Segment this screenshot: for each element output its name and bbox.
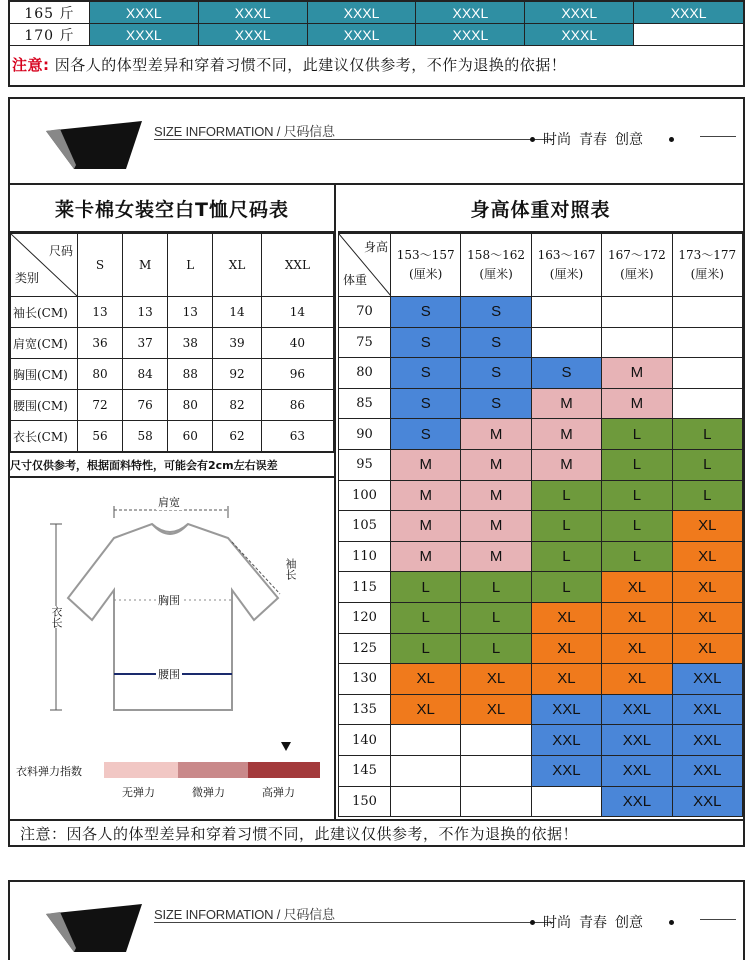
recommended-size-cell: M (602, 388, 672, 419)
height-unit: (厘米) (409, 267, 443, 281)
top-disclaimer-prefix: 注意: (12, 56, 50, 74)
table-row (339, 327, 743, 358)
recommended-size-cell: XL (461, 664, 531, 695)
garment-size-corner (11, 234, 78, 297)
recommended-size-cell: XL (531, 633, 601, 664)
height-weight-table (338, 233, 743, 817)
recommended-size-cell: S (461, 297, 531, 328)
height-range-header (391, 234, 461, 297)
recommended-size-cell: S (391, 419, 461, 450)
tag-youth: 青春 (579, 132, 607, 148)
weight-label: 105 (339, 511, 391, 542)
size-header-m: M (123, 234, 168, 297)
size-cell: XXXL (90, 24, 199, 45)
table-row (11, 421, 334, 452)
top-disclaimer-text: 因各人的体型差异和穿着习惯不同，此建议仅供参考，不作为退换的依据！ (54, 56, 567, 74)
table-row (339, 511, 743, 542)
size-cell: XXXL (525, 2, 634, 23)
recommended-size-cell: M (461, 449, 531, 480)
recommended-size-cell (461, 725, 531, 756)
recommended-size-cell: XXL (602, 755, 672, 786)
size-cell: XXXL (90, 2, 199, 23)
tag-creative: 创意 (615, 915, 643, 931)
recommended-size-cell: S (461, 327, 531, 358)
height-unit: (厘米) (549, 267, 584, 281)
size-cell: XXXL (634, 2, 743, 23)
measurement-value: 76 (123, 390, 168, 421)
bullet-icon (669, 920, 674, 925)
bullet-icon (530, 137, 535, 142)
recommended-size-cell: XL (672, 602, 742, 633)
recommended-size-cell: XXL (602, 694, 672, 725)
table-row (339, 755, 743, 786)
recommended-size-cell: L (461, 633, 531, 664)
weight-label: 145 (339, 755, 391, 786)
table-row (11, 328, 334, 359)
recommended-size-cell: XL (672, 572, 742, 603)
height-range: 163～167 (537, 248, 596, 262)
measurement-value: 82 (213, 390, 262, 421)
measurement-value: 13 (168, 297, 213, 328)
recommended-size-cell: L (531, 511, 601, 542)
recommended-size-cell: M (391, 480, 461, 511)
recommended-size-cell: S (461, 388, 531, 419)
recommended-size-cell: M (391, 541, 461, 572)
table-row (339, 664, 743, 695)
measurement-value: 86 (261, 390, 333, 421)
size-cell: XXXL (416, 2, 525, 23)
recommended-size-cell: M (602, 358, 672, 389)
recommended-size-cell (461, 786, 531, 817)
shoulder-label: 肩宽 (158, 496, 180, 509)
recommended-size-cell (531, 786, 601, 817)
recommended-size-cell: XXL (602, 725, 672, 756)
weight-label: 90 (339, 419, 391, 450)
garment-size-table (10, 233, 334, 452)
measurement-value: 58 (123, 421, 168, 452)
elasticity-slight: 微弹力 (192, 786, 225, 799)
tag-youth: 青春 (579, 915, 607, 931)
table-row (339, 449, 743, 480)
table-row (339, 541, 743, 572)
size-info-header (8, 97, 745, 183)
tag-fashion: 时尚 (543, 915, 571, 931)
bullet-icon (669, 137, 674, 142)
measurement-value: 36 (78, 328, 123, 359)
height-weight-title: 身高体重对照表 (338, 185, 743, 233)
recommended-size-cell: L (602, 419, 672, 450)
table-row (339, 358, 743, 389)
recommended-size-cell: S (531, 358, 601, 389)
header-divider-right (700, 919, 736, 920)
size-info-header-2 (8, 880, 745, 960)
recommended-size-cell: L (672, 419, 742, 450)
weight-label: 120 (339, 602, 391, 633)
weight-label: 140 (339, 725, 391, 756)
size-header-xl: XL (213, 234, 262, 297)
size-header-s: S (78, 234, 123, 297)
recommended-size-cell: XXL (672, 786, 742, 817)
header-divider-left (154, 922, 554, 923)
recommended-size-cell: M (461, 480, 531, 511)
measurement-value: 60 (168, 421, 213, 452)
height-range: 167～172 (607, 248, 666, 262)
measurement-value: 80 (168, 390, 213, 421)
corner-category-label: 类别 (15, 271, 40, 285)
garment-size-header-row (11, 234, 334, 297)
table-row (339, 388, 743, 419)
measurement-value: 13 (78, 297, 123, 328)
weight-label: 115 (339, 572, 391, 603)
recommended-size-cell: L (602, 449, 672, 480)
recommended-size-cell (531, 327, 601, 358)
recommended-size-cell: M (461, 541, 531, 572)
size-chart-main (8, 183, 745, 847)
height-range-header (602, 234, 672, 297)
recommended-size-cell: L (531, 572, 601, 603)
top-row (10, 24, 743, 46)
measurement-value: 13 (123, 297, 168, 328)
measurement-value: 56 (78, 421, 123, 452)
tag-creative: 创意 (615, 132, 643, 148)
recommended-size-cell: L (531, 480, 601, 511)
recommended-size-cell: M (531, 449, 601, 480)
measurement-value: 80 (78, 359, 123, 390)
height-unit: (厘米) (690, 267, 724, 281)
measurement-label: 袖长(CM) (11, 297, 78, 328)
height-range-header (531, 234, 601, 297)
recommended-size-cell: XL (672, 541, 742, 572)
table-row (339, 419, 743, 450)
recommended-size-cell (531, 297, 601, 328)
corner-height-label: 身高 (363, 240, 388, 254)
elasticity-index-label: 衣料弹力指数 (16, 765, 82, 778)
measurement-value: 96 (261, 359, 333, 390)
recommended-size-cell: XXL (602, 786, 672, 817)
garment-size-panel (10, 185, 336, 819)
recommended-size-cell: XL (391, 694, 461, 725)
table-row (11, 390, 334, 421)
header-divider-right (700, 136, 736, 137)
recommended-size-cell: XL (672, 511, 742, 542)
measurement-value: 14 (213, 297, 262, 328)
elasticity-high: 高弹力 (262, 786, 295, 799)
table-row (339, 480, 743, 511)
header-parallelogram-graphic (46, 117, 146, 171)
recommended-size-cell: S (391, 297, 461, 328)
recommended-size-cell: XL (672, 633, 742, 664)
recommended-size-cell: XL (602, 633, 672, 664)
top-rows (10, 2, 743, 46)
recommended-size-cell: S (391, 388, 461, 419)
recommended-size-cell (602, 297, 672, 328)
table-row (339, 725, 743, 756)
measurement-value: 88 (168, 359, 213, 390)
recommended-size-cell: M (531, 388, 601, 419)
recommended-size-cell: L (672, 449, 742, 480)
height-weight-panel (338, 185, 743, 819)
weight-label: 110 (339, 541, 391, 572)
recommended-size-cell: S (391, 358, 461, 389)
height-range-header (461, 234, 531, 297)
recommended-size-cell (391, 786, 461, 817)
recommended-size-cell: XL (531, 602, 601, 633)
measurement-value: 84 (123, 359, 168, 390)
recommended-size-cell: M (461, 511, 531, 542)
measurement-value: 62 (213, 421, 262, 452)
measurement-value: 14 (261, 297, 333, 328)
measurement-label: 衣长(CM) (11, 421, 78, 452)
recommended-size-cell (461, 755, 531, 786)
length-label: 衣长 (50, 606, 63, 628)
bullet-icon (530, 920, 535, 925)
size-cell: XXXL (525, 24, 634, 45)
recommended-size-cell: L (531, 541, 601, 572)
recommended-size-cell: XL (602, 664, 672, 695)
table-row (339, 694, 743, 725)
recommended-size-cell: XXL (531, 694, 601, 725)
table-row (339, 633, 743, 664)
weight-label: 95 (339, 449, 391, 480)
weight-label: 100 (339, 480, 391, 511)
header-parallelogram-graphic (46, 900, 146, 954)
recommended-size-cell: XXL (531, 725, 601, 756)
size-information-label: SIZE INFORMATION / 尺码信息 (154, 124, 335, 139)
recommended-size-cell (672, 297, 742, 328)
height-unit: (厘米) (479, 267, 513, 281)
height-range: 173～177 (678, 248, 737, 262)
top-size-table-fragment (8, 0, 745, 87)
recommended-size-cell: XXL (672, 664, 742, 695)
recommended-size-cell: L (391, 602, 461, 633)
bottom-disclaimer: 注意：因各人的体型差异和穿着习惯不同，此建议仅供参考，不作为退换的依据！ (10, 819, 743, 845)
weight-label: 135 (339, 694, 391, 725)
weight-label: 85 (339, 388, 391, 419)
recommended-size-cell (672, 358, 742, 389)
recommended-size-cell (672, 388, 742, 419)
recommended-size-cell: S (391, 327, 461, 358)
weight-label: 70 (339, 297, 391, 328)
waist-label: 腰围 (158, 668, 180, 681)
table-row (339, 602, 743, 633)
weight-label: 150 (339, 786, 391, 817)
recommended-size-cell (391, 755, 461, 786)
recommended-size-cell: M (391, 449, 461, 480)
measurement-value: 72 (78, 390, 123, 421)
measurement-value: 63 (261, 421, 333, 452)
recommended-size-cell: XXL (672, 694, 742, 725)
recommended-size-cell: S (461, 358, 531, 389)
size-cell: XXXL (416, 24, 525, 45)
top-disclaimer (12, 54, 566, 75)
measurement-value: 38 (168, 328, 213, 359)
recommended-size-cell: XL (461, 694, 531, 725)
recommended-size-cell: M (391, 511, 461, 542)
corner-weight-label: 体重 (343, 273, 368, 287)
size-header-xxl: XXL (261, 234, 333, 297)
table-row (339, 786, 743, 817)
measurement-value: 37 (123, 328, 168, 359)
sleeve-label: 袖长 (284, 558, 297, 580)
weight-label: 130 (339, 664, 391, 695)
height-range: 158～162 (467, 248, 525, 262)
recommended-size-cell (672, 327, 742, 358)
height-header-row (339, 234, 743, 297)
weight-label: 75 (339, 327, 391, 358)
recommended-size-cell: L (391, 633, 461, 664)
recommended-size-cell: M (461, 419, 531, 450)
recommended-size-cell: XXL (531, 755, 601, 786)
chest-label: 胸围 (158, 594, 180, 607)
recommended-size-cell: L (602, 511, 672, 542)
size-cell (634, 24, 743, 45)
recommended-size-cell: L (602, 541, 672, 572)
size-information-label: SIZE INFORMATION / 尺码信息 (154, 907, 335, 922)
measurement-value: 39 (213, 328, 262, 359)
size-cell: XXXL (199, 2, 308, 23)
weight-label: 125 (339, 633, 391, 664)
recommended-size-cell: XL (602, 572, 672, 603)
recommended-size-cell: L (672, 480, 742, 511)
recommended-size-cell: XXL (672, 755, 742, 786)
recommended-size-cell: L (391, 572, 461, 603)
measurement-label: 腰围(CM) (11, 390, 78, 421)
header-tags (530, 129, 674, 149)
recommended-size-cell: L (461, 572, 531, 603)
measurement-value: 40 (261, 328, 333, 359)
tshirt-illustration (10, 478, 334, 822)
top-row (10, 2, 743, 24)
height-unit: (厘米) (620, 267, 654, 281)
recommended-size-cell: M (531, 419, 601, 450)
recommended-size-cell: L (461, 602, 531, 633)
recommended-size-cell: XL (602, 602, 672, 633)
measurement-value: 92 (213, 359, 262, 390)
table-row (11, 359, 334, 390)
height-range: 153～157 (396, 248, 455, 262)
recommended-size-cell: XL (391, 664, 461, 695)
header-divider-left (154, 139, 554, 140)
elasticity-none: 无弹力 (122, 786, 155, 799)
size-cell: XXXL (308, 24, 417, 45)
recommended-size-cell (391, 725, 461, 756)
recommended-size-cell: L (602, 480, 672, 511)
recommended-size-cell (602, 327, 672, 358)
garment-size-title: 莱卡棉女装空白T恤尺码表 (10, 185, 334, 233)
corner-size-label: 尺码 (48, 244, 73, 258)
recommended-size-cell: XXL (672, 725, 742, 756)
header-tags (530, 912, 674, 932)
table-row (339, 572, 743, 603)
size-header-l: L (168, 234, 213, 297)
measurement-label: 胸围(CM) (11, 359, 78, 390)
weight-label: 170 斤 (10, 24, 90, 45)
weight-label: 165 斤 (10, 2, 90, 23)
measurement-notice: 尺寸仅供参考，根据面料特性，可能会有2cm左右误差 (10, 452, 334, 478)
height-weight-corner (339, 234, 391, 297)
tag-fashion: 时尚 (543, 132, 571, 148)
table-row (339, 297, 743, 328)
weight-label: 80 (339, 358, 391, 389)
size-cell: XXXL (199, 24, 308, 45)
recommended-size-cell: XL (531, 664, 601, 695)
measurement-label: 肩宽(CM) (11, 328, 78, 359)
height-range-header (672, 234, 742, 297)
size-cell: XXXL (308, 2, 417, 23)
table-row (11, 297, 334, 328)
